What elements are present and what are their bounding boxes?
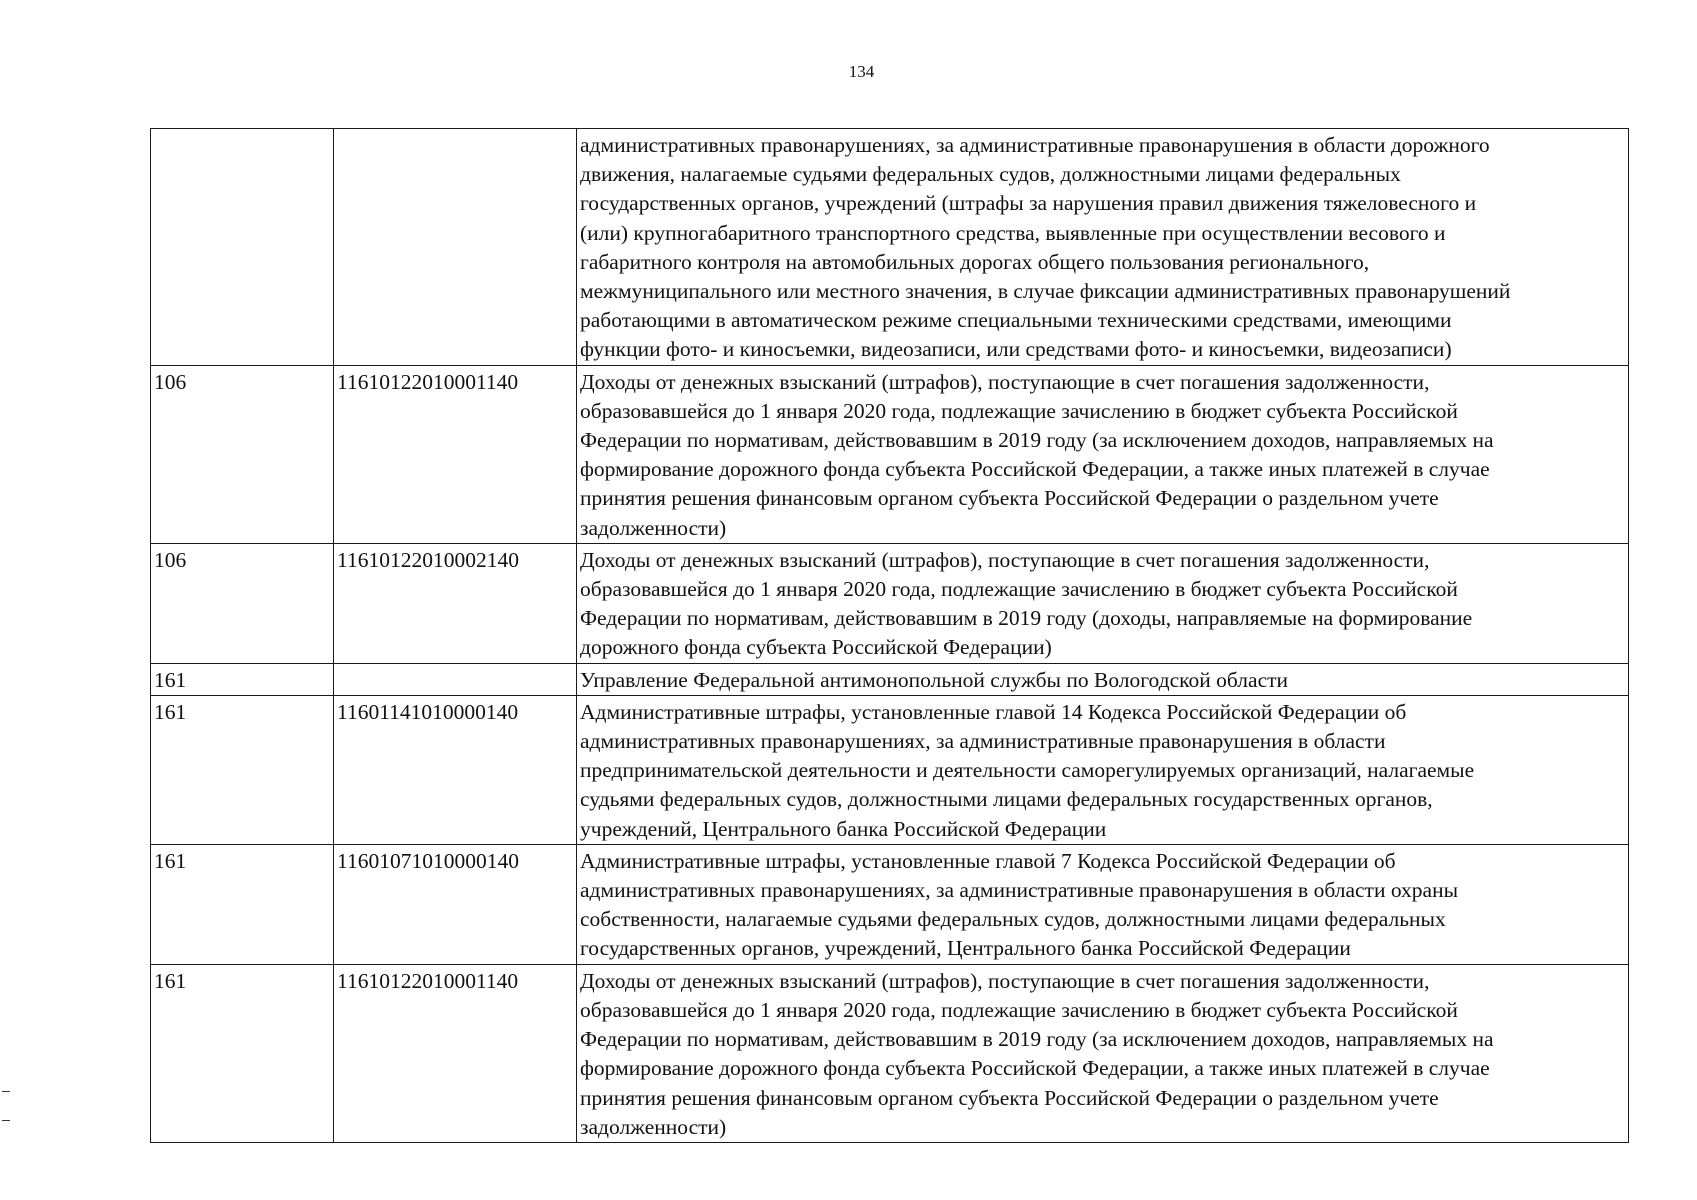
scan-edge-mark	[2, 1120, 10, 1121]
table-row	[151, 964, 1629, 1142]
scan-edge-mark	[2, 1091, 10, 1092]
table-row	[151, 365, 1629, 543]
description-cell: Доходы от денежных взысканий (штрафов), поступающие в счет погашения задолженности, образовавшейся до 1 января 2020 года, подлежащие зачислению в бюджет субъекта Российской Федерации по нормативам, действовавшим в 2019 году (доходы, направляемые на формирование дорожного фонда субъекта Российской Федерации)	[577, 543, 1629, 663]
kbk-code-cell: 11610122010001140	[334, 964, 577, 1142]
table-row	[151, 844, 1629, 964]
description-cell: Административные штрафы, установленные главой 14 Кодекса Российской Федерации об административных правонарушениях, за административные правонарушения в области предпринимательской деятельности и деятельности саморегулируемых организаций, налагаемые судьями федеральных судов, должностными лицами федеральных государственных органов, учреждений, Центрального банка Российской Федерации	[577, 695, 1629, 844]
kbk-code-cell	[334, 129, 577, 366]
admin-code-cell: 106	[151, 543, 334, 663]
table-row	[151, 129, 1629, 366]
description-cell: Доходы от денежных взысканий (штрафов), поступающие в счет погашения задолженности, образовавшейся до 1 января 2020 года, подлежащие зачислению в бюджет субъекта Российской Федерации по нормативам, действовавшим в 2019 году (за исключением доходов, направляемых на формирование дорожного фонда субъекта Российской Федерации, а также иных платежей в случае принятия решения финансовым органом субъекта Российской Федерации о раздельном учете задолженности)	[577, 365, 1629, 543]
kbk-code-cell: 11601141010000140	[334, 695, 577, 844]
kbk-code-cell: 11610122010002140	[334, 543, 577, 663]
admin-code-cell: 106	[151, 365, 334, 543]
description-cell: Доходы от денежных взысканий (штрафов), поступающие в счет погашения задолженности, образовавшейся до 1 января 2020 года, подлежащие зачислению в бюджет субъекта Российской Федерации по нормативам, действовавшим в 2019 году (за исключением доходов, направляемых на формирование дорожного фонда субъекта Российской Федерации, а также иных платежей в случае принятия решения финансовым органом субъекта Российской Федерации о раздельном учете задолженности)	[577, 964, 1629, 1142]
table-row	[151, 663, 1629, 695]
admin-code-cell: 161	[151, 663, 334, 695]
kbk-code-cell: 11601071010000140	[334, 844, 577, 964]
admin-code-cell	[151, 129, 334, 366]
admin-code-cell: 161	[151, 695, 334, 844]
revenue-codes-table	[150, 128, 1629, 1143]
admin-code-cell: 161	[151, 964, 334, 1142]
description-cell: административных правонарушениях, за административные правонарушения в области дорожного движения, налагаемые судьями федеральных судов, должностными лицами федеральных государственных органов, учреждений (штрафы за нарушения правил движения тяжеловесного и (или) крупногабаритного транспортного средства, выявленные при осуществлении весового и габаритного контроля на автомобильных дорогах общего пользования регионального, межмуниципального или местного значения, в случае фиксации административных правонарушений работающими в автоматическом режиме специальными техническими средствами, имеющими функции фото- и киносъемки, видеозаписи, или средствами фото- и киносъемки, видеозаписи)	[577, 129, 1629, 366]
description-cell: Управление Федеральной антимонопольной службы по Вологодской области	[577, 663, 1629, 695]
page-number	[0, 62, 1697, 82]
kbk-code-cell	[334, 663, 577, 695]
admin-code-cell: 161	[151, 844, 334, 964]
page-number-text: 134	[848, 62, 875, 81]
kbk-code-cell: 11610122010001140	[334, 365, 577, 543]
description-cell: Административные штрафы, установленные главой 7 Кодекса Российской Федерации об административных правонарушениях, за административные правонарушения в области охраны собственности, налагаемые судьями федеральных судов, должностными лицами федеральных государственных органов, учреждений, Центрального банка Российской Федерации	[577, 844, 1629, 964]
table-row	[151, 543, 1629, 663]
table-row	[151, 695, 1629, 844]
